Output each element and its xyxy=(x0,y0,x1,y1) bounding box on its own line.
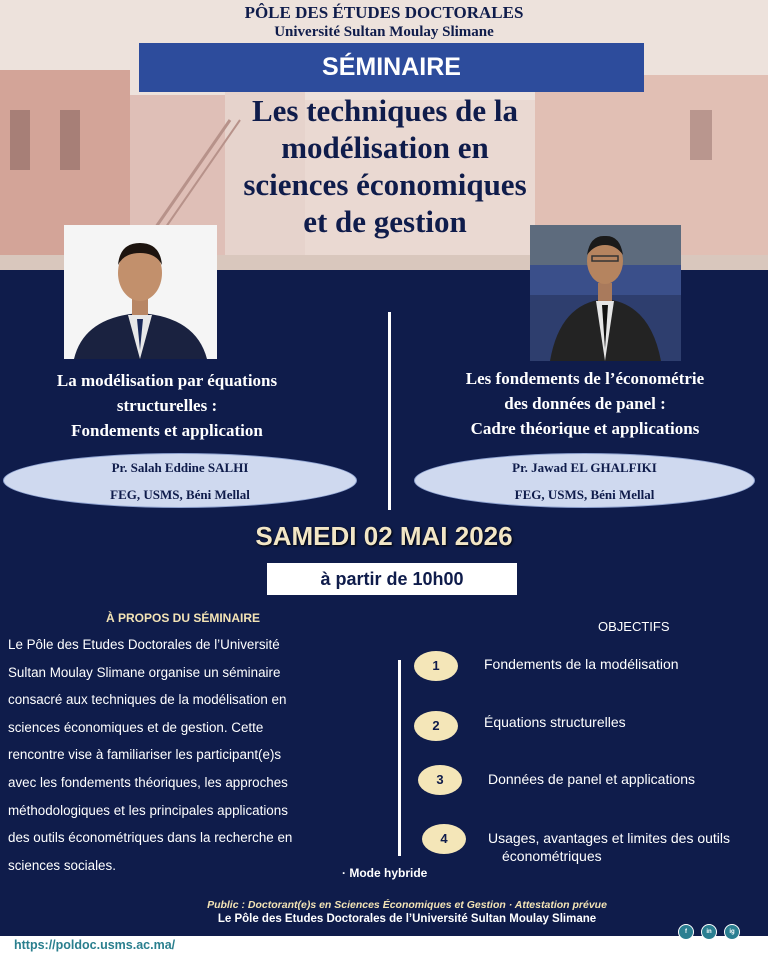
about-line: consacré aux techniques de la modélisation en xyxy=(8,692,287,708)
talk-title-line: La modélisation par équations xyxy=(56,371,278,390)
speaker-1-talk-title xyxy=(18,368,316,443)
seminar-title xyxy=(180,92,590,240)
about-line: rencontre vise à familiariser les participant(e)s xyxy=(8,747,282,763)
title-line: modélisation en xyxy=(281,130,489,165)
objectives-divider xyxy=(398,660,401,856)
objective-number: 2 xyxy=(414,711,458,741)
organizer-line: Le Pôle des Etudes Doctorales de l’Université Sultan Moulay Slimane xyxy=(217,913,597,925)
title-line: Les techniques de la xyxy=(251,93,519,128)
objective-number: 1 xyxy=(414,651,458,681)
speaker-2-badge xyxy=(414,453,755,508)
objective-label: Équations structurelles xyxy=(484,714,626,730)
objective-label: Fondements de la modélisation xyxy=(484,656,679,672)
linkedin-icon[interactable]: in xyxy=(701,924,717,940)
objective-number: 3 xyxy=(418,765,462,795)
institution-name: PÔLE DES ÉTUDES DOCTORALES xyxy=(244,3,524,22)
event-time: à partir de 10h00 xyxy=(267,563,517,595)
about-line: sciences économiques et de gestion. Cette xyxy=(8,719,264,735)
objective-number: 4 xyxy=(422,824,466,854)
event-mode: · Mode hybride xyxy=(342,866,428,880)
event-date: SAMEDI 02 MAI 2026 xyxy=(255,521,513,551)
title-line: et de gestion xyxy=(303,204,467,239)
speaker-1-photo xyxy=(64,225,217,359)
talk-title-line: Cadre théorique et applications xyxy=(470,419,700,438)
facebook-icon[interactable]: f xyxy=(678,924,694,940)
instagram-icon[interactable]: ig xyxy=(724,924,740,940)
about-line: Le Pôle des Etudes Doctorales de l’Université xyxy=(8,637,280,652)
speaker-affiliation: FEG, USMS, Béni Mellal xyxy=(514,487,655,502)
talk-title-line: des données de panel : xyxy=(504,394,666,413)
about-line: sciences sociales. xyxy=(8,857,116,873)
website-link[interactable]: https://poldoc.usms.ac.ma/ xyxy=(14,938,176,952)
objective-label: Données de panel et applications xyxy=(488,771,696,787)
about-line: des outils économétriques dans la recherche en xyxy=(8,830,293,846)
objectives-heading: OBJECTIFS xyxy=(598,619,670,634)
objective-label-continued: économétriques xyxy=(502,848,602,864)
talk-title-line: structurelles : xyxy=(116,396,218,415)
about-heading: À PROPOS DU SÉMINAIRE xyxy=(105,611,261,625)
talk-title-line: Les fondements de l’économétrie xyxy=(465,369,705,388)
about-line: avec les fondements théoriques, les approches xyxy=(8,774,288,790)
speaker-name: Pr. Jawad EL GHALFIKI xyxy=(512,460,657,475)
objective-label: Usages, avantages et limites des outils xyxy=(488,830,731,846)
about-line: Sultan Moulay Slimane organise un séminaire xyxy=(8,664,281,680)
speaker-divider xyxy=(388,312,391,510)
about-paragraph xyxy=(8,631,357,879)
speaker-2-photo xyxy=(530,225,681,361)
speaker-name: Pr. Salah Eddine SALHI xyxy=(111,460,249,475)
speaker-1-badge xyxy=(3,453,357,508)
university-name: Université Sultan Moulay Slimane xyxy=(274,24,494,40)
speaker-2-talk-title xyxy=(405,366,765,441)
talk-title-line: Fondements et application xyxy=(71,421,263,440)
seminar-banner: SÉMINAIRE xyxy=(139,43,644,92)
title-line: sciences économiques xyxy=(243,167,527,202)
speaker-affiliation: FEG, USMS, Béni Mellal xyxy=(110,487,250,502)
audience-note: Public : Doctorant(e)s en Sciences Économiques et Gestion · Attestation prévue xyxy=(207,899,607,911)
about-line: méthodologiques et les principales applications xyxy=(8,802,288,818)
